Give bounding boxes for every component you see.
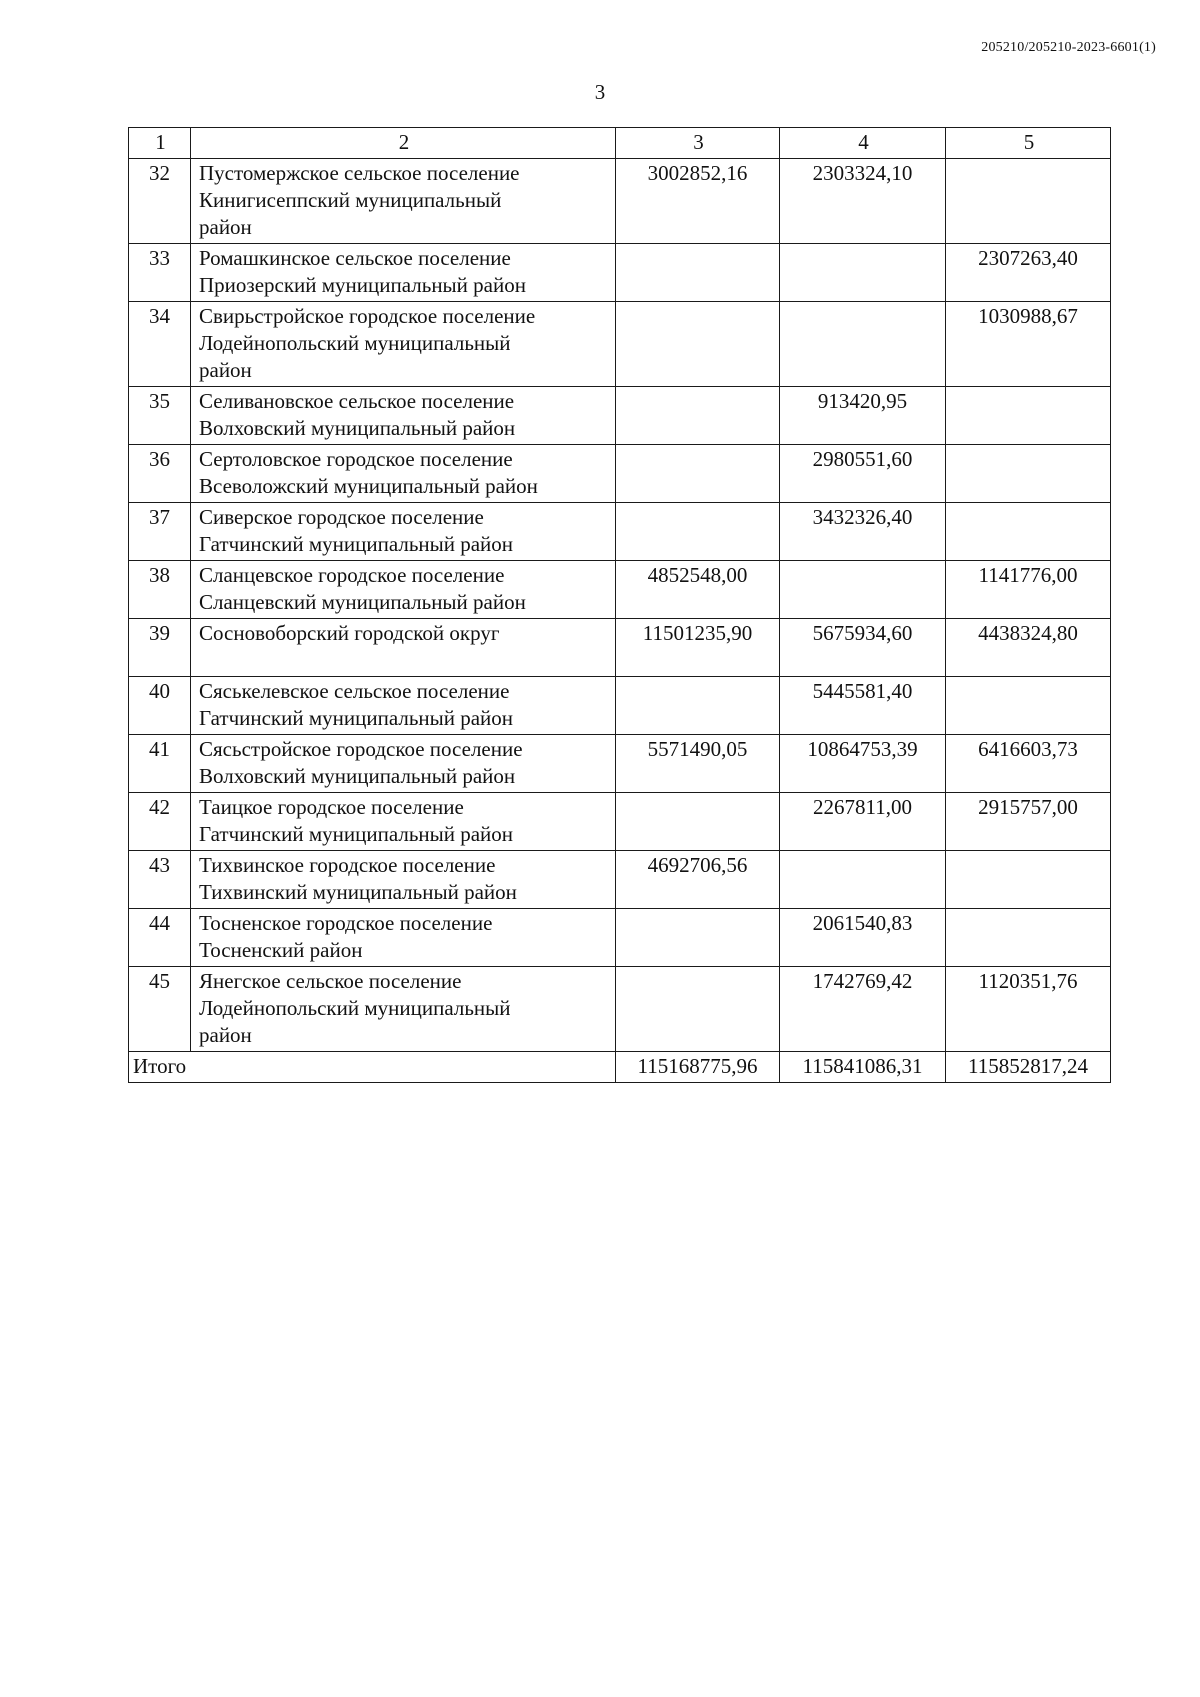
value-col5: 2915757,00 [946, 793, 1111, 851]
row-number: 41 [129, 735, 191, 793]
value-col3 [616, 503, 780, 561]
column-header: 2 [191, 128, 616, 159]
value-col3: 4692706,56 [616, 851, 780, 909]
value-col5: 4438324,80 [946, 619, 1111, 677]
municipality-name-line: Всеволожский муниципальный район [199, 474, 538, 498]
value-col3 [616, 302, 780, 387]
municipality-name-line: Приозерский муниципальный район [199, 273, 526, 297]
value-col4 [780, 561, 946, 619]
municipality-name-line: Волховский муниципальный район [199, 764, 516, 788]
municipality-name [191, 244, 616, 302]
municipality-name [191, 159, 616, 244]
value-col5 [946, 851, 1111, 909]
value-col4: 2061540,83 [780, 909, 946, 967]
municipality-name-line: Гатчинский муниципальный район [199, 822, 514, 846]
municipality-name [191, 851, 616, 909]
table-row [129, 244, 1111, 302]
table-row [129, 735, 1111, 793]
total-row [129, 1052, 1111, 1083]
value-col4: 5675934,60 [780, 619, 946, 677]
municipality-name [191, 735, 616, 793]
value-col4: 3432326,40 [780, 503, 946, 561]
row-number: 40 [129, 677, 191, 735]
row-number: 32 [129, 159, 191, 244]
municipality-name-line: Тихвинское городское поселение [199, 853, 496, 877]
municipality-name-line: Тосненский район [199, 938, 363, 962]
value-col5 [946, 387, 1111, 445]
document-id: 205210/205210-2023-6601(1) [981, 40, 1156, 55]
row-number: 37 [129, 503, 191, 561]
table-row [129, 793, 1111, 851]
value-col3 [616, 967, 780, 1052]
row-number: 44 [129, 909, 191, 967]
municipality-name [191, 967, 616, 1052]
municipality-name-line: Гатчинский муниципальный район [199, 532, 514, 556]
municipality-name-line: Сиверское городское поселение [199, 505, 484, 529]
municipality-name-line: Тосненское городское поселение [199, 911, 493, 935]
value-col4: 2980551,60 [780, 445, 946, 503]
value-col3: 4852548,00 [616, 561, 780, 619]
transfers-table [128, 127, 1111, 1083]
row-number: 36 [129, 445, 191, 503]
municipality-name-line: Гатчинский муниципальный район [199, 706, 514, 730]
value-col4 [780, 302, 946, 387]
value-col5 [946, 445, 1111, 503]
column-header: 1 [129, 128, 191, 159]
row-number: 45 [129, 967, 191, 1052]
municipality-name-line: Сясьстройское городское поселение [199, 737, 523, 761]
row-number: 38 [129, 561, 191, 619]
value-col5 [946, 159, 1111, 244]
municipality-name-line: Сланцевское городское поселение [199, 563, 505, 587]
column-header: 5 [946, 128, 1111, 159]
value-col4: 10864753,39 [780, 735, 946, 793]
municipality-name-line: Кинигисеппский муниципальный [199, 188, 502, 212]
value-col3 [616, 909, 780, 967]
column-header: 3 [616, 128, 780, 159]
value-col4: 913420,95 [780, 387, 946, 445]
municipality-name-line: Сосновоборский городской округ [199, 621, 500, 645]
municipality-name [191, 561, 616, 619]
municipality-name-line: Свирьстройское городское поселение [199, 304, 536, 328]
municipality-name-line: Янегское сельское поселение [199, 969, 462, 993]
municipality-name [191, 793, 616, 851]
row-number: 42 [129, 793, 191, 851]
municipality-name-line: Сланцевский муниципальный район [199, 590, 526, 614]
municipality-name-line [199, 647, 609, 674]
column-number-row [129, 128, 1111, 159]
municipality-name [191, 445, 616, 503]
row-number: 35 [129, 387, 191, 445]
page-number: 3 [594, 80, 606, 104]
municipality-name-line: район [199, 215, 252, 239]
value-col4 [780, 851, 946, 909]
municipality-name-line: Сертоловское городское поселение [199, 447, 513, 471]
municipality-name-line: Лодейнопольский муниципальный [199, 331, 511, 355]
column-header: 4 [780, 128, 946, 159]
value-col5: 1120351,76 [946, 967, 1111, 1052]
value-col5 [946, 909, 1111, 967]
value-col5: 1030988,67 [946, 302, 1111, 387]
table-row [129, 302, 1111, 387]
municipality-name-line: Таицкое городское поселение [199, 795, 464, 819]
municipality-name [191, 677, 616, 735]
municipality-name [191, 302, 616, 387]
total-col4: 115841086,31 [780, 1052, 946, 1083]
municipality-name [191, 909, 616, 967]
value-col3 [616, 387, 780, 445]
value-col3 [616, 793, 780, 851]
total-col3: 115168775,96 [616, 1052, 780, 1083]
table-row [129, 387, 1111, 445]
value-col4: 2303324,10 [780, 159, 946, 244]
municipality-name-line: Лодейнопольский муниципальный [199, 996, 511, 1020]
value-col3 [616, 445, 780, 503]
table-row [129, 503, 1111, 561]
municipality-name-line: Пустомержское сельское поселение [199, 161, 520, 185]
value-col3: 11501235,90 [616, 619, 780, 677]
total-label: Итого [129, 1052, 616, 1083]
value-col3 [616, 244, 780, 302]
value-col4: 5445581,40 [780, 677, 946, 735]
total-col5: 115852817,24 [946, 1052, 1111, 1083]
municipality-name [191, 619, 616, 677]
table-row [129, 909, 1111, 967]
municipality-name-line: район [199, 358, 252, 382]
table-row [129, 445, 1111, 503]
row-number: 39 [129, 619, 191, 677]
table-row [129, 159, 1111, 244]
value-col5: 6416603,73 [946, 735, 1111, 793]
value-col5 [946, 677, 1111, 735]
row-number: 43 [129, 851, 191, 909]
table-row [129, 851, 1111, 909]
municipality-name-line: Селивановское сельское поселение [199, 389, 515, 413]
value-col5: 2307263,40 [946, 244, 1111, 302]
value-col4 [780, 244, 946, 302]
value-col5 [946, 503, 1111, 561]
table-row [129, 677, 1111, 735]
municipality-name [191, 387, 616, 445]
municipality-name-line: Волховский муниципальный район [199, 416, 516, 440]
value-col3 [616, 677, 780, 735]
row-number: 34 [129, 302, 191, 387]
value-col4: 2267811,00 [780, 793, 946, 851]
municipality-name-line: Сяськелевское сельское поселение [199, 679, 510, 703]
table-row [129, 967, 1111, 1052]
value-col4: 1742769,42 [780, 967, 946, 1052]
value-col5: 1141776,00 [946, 561, 1111, 619]
municipality-name-line: район [199, 1023, 252, 1047]
row-number: 33 [129, 244, 191, 302]
municipality-name [191, 503, 616, 561]
value-col3: 3002852,16 [616, 159, 780, 244]
table-row [129, 561, 1111, 619]
value-col3: 5571490,05 [616, 735, 780, 793]
municipality-name-line: Ромашкинское сельское поселение [199, 246, 511, 270]
municipality-name-line: Тихвинский муниципальный район [199, 880, 517, 904]
table-row [129, 619, 1111, 677]
